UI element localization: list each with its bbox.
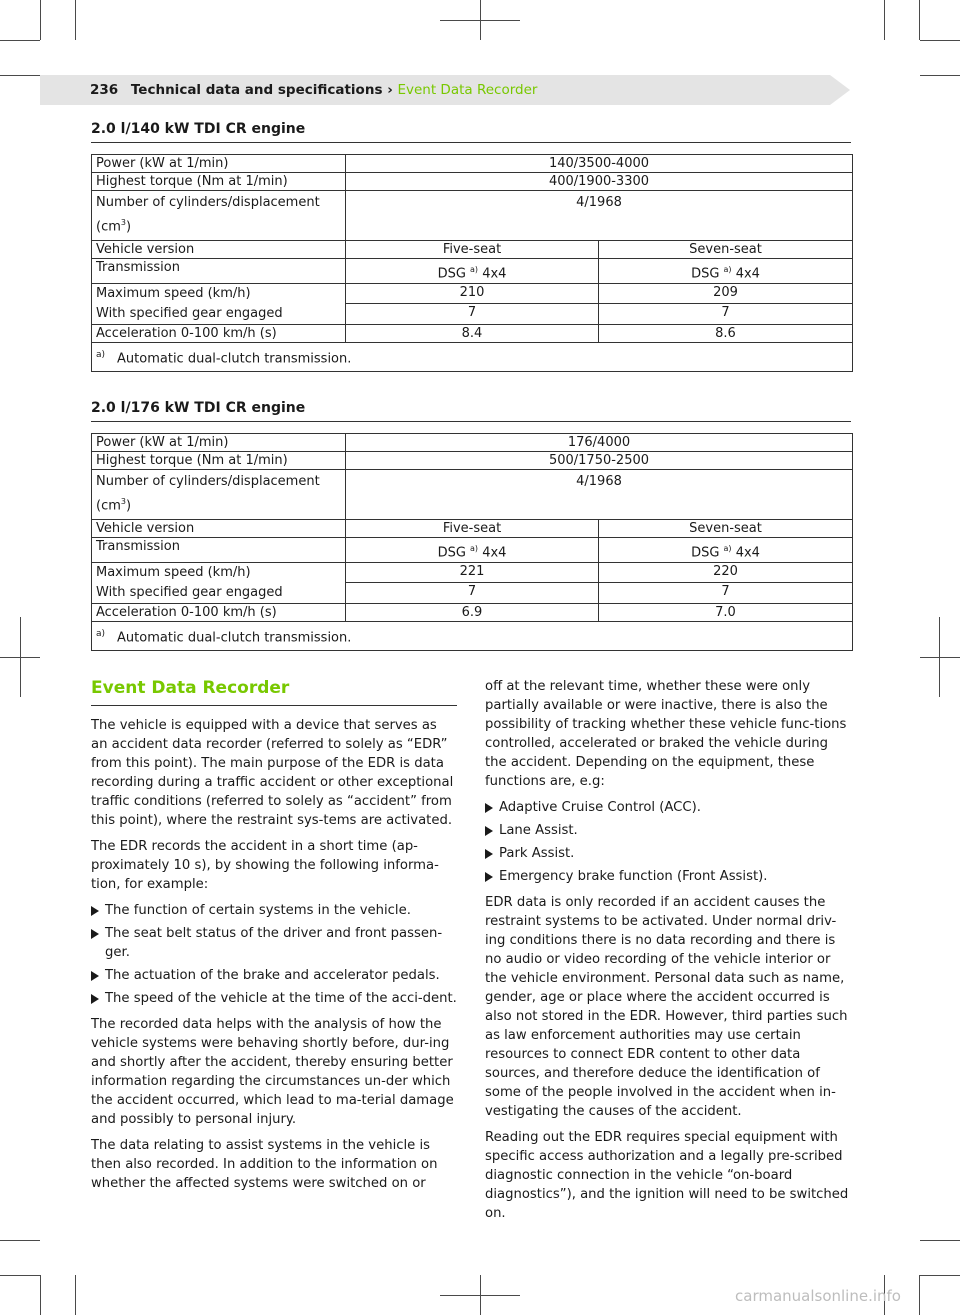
trans-text: 4x4 xyxy=(731,545,760,561)
trans-text: DSG xyxy=(437,266,471,282)
paragraph: The data relating to assist systems in the vehicle is then also recorded. In addition to the information on whether the affected systems were switched on or xyxy=(91,1138,438,1191)
cell-value: 176/4000 xyxy=(346,434,853,452)
trans-text: DSG xyxy=(691,545,724,561)
watermark: carmanualsonline.info xyxy=(735,1287,901,1305)
breadcrumb-separator: › xyxy=(387,82,393,98)
paragraph: The recorded data helps with the analysis of how the vehicle systems were behaving shortly before, dur-ing and shortly after the accident, thereby ensuring better information regarding the circumstances un-der which the accident occurred, which lead to ma-terial damage and possibly to personal injury. xyxy=(91,1017,454,1127)
table-row xyxy=(92,470,853,520)
paragraph: Reading out the EDR requires special equipment with specific access authorization and a legally pre-scribed diagnostic connection in the vehicle “on-board diagnostics”), and the ignition will need to be switched on. xyxy=(485,1130,849,1221)
cell-value: Seven-seat xyxy=(599,241,853,259)
cell-value xyxy=(599,259,853,283)
footnote-ref: a) xyxy=(470,544,479,554)
footnote-text: Automatic dual-clutch transmission. xyxy=(117,629,352,645)
table-row xyxy=(92,241,853,259)
cell-value: 8.4 xyxy=(346,324,599,342)
gear-label: With specified gear engaged xyxy=(96,584,283,600)
cyl-unit-sup: 3 xyxy=(120,497,126,506)
cell-label xyxy=(92,191,346,241)
cell-label xyxy=(92,470,346,520)
cell-value: 7 xyxy=(599,304,853,325)
table-row xyxy=(92,562,853,583)
cell-label: Power (kW at 1/min) xyxy=(92,155,346,173)
cell-label: Acceleration 0-100 km/h (s) xyxy=(92,324,346,342)
table-row xyxy=(92,259,853,283)
bullet-item: The speed of the vehicle at the time of the acci-dent. xyxy=(91,989,457,1008)
cell-label: Power (kW at 1/min) xyxy=(92,434,346,452)
cell-label: Vehicle version xyxy=(92,241,346,259)
right-column xyxy=(485,677,851,1230)
cell-value xyxy=(599,538,853,562)
table-row xyxy=(92,155,853,173)
cell-label: Transmission xyxy=(92,259,346,283)
paragraph: EDR data is only recorded if an accident causes the restraint systems to be activated. Under normal driv-ing conditions there is no data recording and there is no audio or video recording of the vehicle interior or the vehicle environment. Personal data such as name, gender, age or place where the accident occurred is also not stored in the EDR. However, third parties such as law enforcement authorities may use certain resources to connect EDR content to other data sources, and therefore deduce the identification of some of the people involved in the accident when in-vestigating the causes of the accident. xyxy=(485,895,848,1119)
engine2-title: 2.0 l/176 kW TDI CR engine xyxy=(91,399,851,422)
page-number: 236 xyxy=(90,82,119,98)
cell-value: 220 xyxy=(599,562,853,583)
footnote-text: Automatic dual-clutch transmission. xyxy=(117,350,352,366)
paragraph: off at the relevant time, whether these were only partially available or were inactive, there is also the possibility of tracking whether these vehicle func-tions controlled, accelerated or braked the vehicle during the accident. Depending on the equipment, these functions are, e.g: xyxy=(485,679,847,789)
bullet-item: Lane Assist. xyxy=(485,821,851,840)
bullet-item: The function of certain systems in the vehicle. xyxy=(91,901,457,920)
cell-value: 140/3500-4000 xyxy=(346,155,853,173)
cell-value: 4/1968 xyxy=(346,191,853,241)
cell-value: 7 xyxy=(346,583,599,604)
edr-heading: Event Data Recorder xyxy=(91,677,457,706)
cell-value: 400/1900-3300 xyxy=(346,173,853,191)
footnote-mark: a) xyxy=(96,628,106,639)
cell-value: 6.9 xyxy=(346,603,599,621)
table-row xyxy=(92,520,853,538)
cell-value: Five-seat xyxy=(346,241,599,259)
table-row xyxy=(92,603,853,621)
cell-value: 7 xyxy=(599,583,853,604)
table-row xyxy=(92,283,853,304)
cyl-label: Number of cylinders/displacement xyxy=(96,474,320,489)
cell-label xyxy=(92,283,346,324)
engine2-spec-table xyxy=(91,433,853,651)
table-row xyxy=(92,538,853,562)
cell-value: 7.0 xyxy=(599,603,853,621)
footnote-ref: a) xyxy=(470,265,479,275)
cell-label xyxy=(92,562,346,603)
cell-value: 4/1968 xyxy=(346,470,853,520)
trans-text: 4x4 xyxy=(478,266,507,282)
cyl-unit-close: ) xyxy=(125,219,132,235)
table-footnote-row xyxy=(92,621,853,650)
table-row xyxy=(92,191,853,241)
table-row xyxy=(92,173,853,191)
table-row xyxy=(92,324,853,342)
bullet-item: Adaptive Cruise Control (ACC). xyxy=(485,798,851,817)
bullet-item: The actuation of the brake and accelerator pedals. xyxy=(91,966,457,985)
cell-value: 210 xyxy=(346,283,599,304)
trans-text: 4x4 xyxy=(478,545,507,561)
cell-label: Vehicle version xyxy=(92,520,346,538)
table-footnote-row xyxy=(92,342,853,371)
trans-text: DSG xyxy=(691,266,724,282)
cell-value: 7 xyxy=(346,304,599,325)
table-row xyxy=(92,452,853,470)
left-column xyxy=(91,677,457,1200)
paragraph: The vehicle is equipped with a device that serves as an accident data recorder (referred to solely as “EDR” from this point). The main purpose of the EDR is data recording during a traffic accident or other exceptional traffic conditions (referred to solely as “accident” from this point), where the restraint sys-tems are activated. xyxy=(91,718,454,828)
paragraph: The EDR records the accident in a short time (ap-proximately 10 s), by showing the following informa-tion, for example: xyxy=(91,839,439,892)
gear-label: With specified gear engaged xyxy=(96,305,283,321)
bullet-item: The seat belt status of the driver and front passen-ger. xyxy=(91,924,457,962)
trans-text: 4x4 xyxy=(731,266,760,282)
cell-value: 221 xyxy=(346,562,599,583)
cell-label: Highest torque (Nm at 1/min) xyxy=(92,173,346,191)
cell-value: Five-seat xyxy=(346,520,599,538)
bullet-item: Emergency brake function (Front Assist). xyxy=(485,867,851,886)
cell-label: Acceleration 0-100 km/h (s) xyxy=(92,603,346,621)
engine1-spec-table xyxy=(91,154,853,372)
footnote-ref: a) xyxy=(723,265,732,275)
cell-label: Highest torque (Nm at 1/min) xyxy=(92,452,346,470)
header-arrow xyxy=(830,75,850,105)
breadcrumb xyxy=(90,81,537,99)
cyl-unit: (cm xyxy=(96,219,121,235)
engine1-title: 2.0 l/140 kW TDI CR engine xyxy=(91,120,851,143)
footnote xyxy=(92,342,853,371)
cell-value xyxy=(346,538,599,562)
trans-text: DSG xyxy=(437,545,471,561)
speed-label: Maximum speed (km/h) xyxy=(96,564,251,580)
breadcrumb-section[interactable]: Technical data and specifications xyxy=(130,82,383,98)
cell-value: 209 xyxy=(599,283,853,304)
bullet-item: Park Assist. xyxy=(485,844,851,863)
footnote xyxy=(92,621,853,650)
cell-value xyxy=(346,259,599,283)
cyl-unit-close: ) xyxy=(125,498,132,514)
cyl-unit-sup: 3 xyxy=(120,218,126,227)
speed-label: Maximum speed (km/h) xyxy=(96,285,251,301)
cyl-label: Number of cylinders/displacement xyxy=(96,195,320,210)
cell-value: Seven-seat xyxy=(599,520,853,538)
breadcrumb-current: Event Data Recorder xyxy=(397,82,538,98)
cell-value: 500/1750-2500 xyxy=(346,452,853,470)
footnote-ref: a) xyxy=(723,544,732,554)
cell-label: Transmission xyxy=(92,538,346,562)
table-row xyxy=(92,434,853,452)
cell-value: 8.6 xyxy=(599,324,853,342)
cyl-unit: (cm xyxy=(96,498,121,514)
footnote-mark: a) xyxy=(96,349,106,360)
